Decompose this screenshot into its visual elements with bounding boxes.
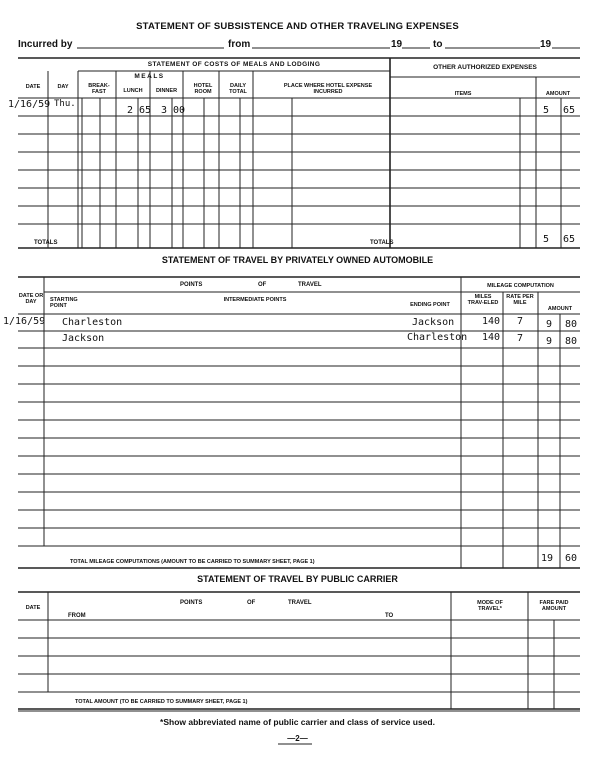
lunch-cents: 65 xyxy=(139,105,152,116)
auto-row-miles: 140 xyxy=(482,316,501,327)
col-day: DAY xyxy=(57,84,69,90)
page-number: —2— xyxy=(287,734,308,743)
col-mode-of-travel: MODE OF TRAVEL* xyxy=(477,600,503,612)
lunch-dollars: 2 xyxy=(127,105,134,116)
col-daily-total: DAILY TOTAL xyxy=(229,83,247,95)
total-amount-label: TOTAL AMOUNT (TO BE CARRIED TO SUMMARY SHEET, PAGE 1) xyxy=(75,699,248,705)
dinner-dollars: 3 xyxy=(161,105,168,116)
travel-word: TRAVEL xyxy=(288,600,312,606)
totals-label-right: TOTALS xyxy=(370,240,394,246)
total-mileage-label: TOTAL MILEAGE COMPUTATIONS (AMOUNT TO BE CARRIED TO SUMMARY SHEET, PAGE 1) xyxy=(70,559,315,565)
col-carrier-date: DATE xyxy=(25,605,41,611)
col-amount: AMOUNT xyxy=(545,91,571,97)
points-word: POINTS xyxy=(180,282,203,288)
auto-row-cents: 80 xyxy=(565,336,578,347)
col-intermediate-points: INTERMEDIATE POINTS xyxy=(223,297,287,303)
mileage-total-cents: 60 xyxy=(565,553,578,564)
auto-row-dollars: 9 xyxy=(546,319,553,330)
col-carrier-to: TO xyxy=(385,613,394,619)
col-date-or-day: DATE OR DAY xyxy=(18,293,44,305)
col-miles-traveled: MILES TRAV-ELED xyxy=(467,294,499,306)
auto-row-end: Charleston xyxy=(407,332,468,343)
col-breakfast: BREAK-FAST xyxy=(88,83,110,95)
col-hotel-room: HOTEL ROOM xyxy=(193,83,213,95)
col-fare-paid: FARE PAID AMOUNT xyxy=(539,600,569,612)
auto-row-date: 1/16/59 xyxy=(3,316,46,327)
auto-row-rate: 7 xyxy=(517,316,524,327)
incurred-by-label: Incurred by xyxy=(18,39,73,50)
col-place: PLACE WHERE HOTEL EXPENSE INCURRED xyxy=(283,83,373,95)
other-expenses-title: OTHER AUTHORIZED EXPENSES xyxy=(433,64,537,71)
col-ending-point: ENDING POINT xyxy=(410,302,450,308)
col-lunch: LUNCH xyxy=(123,88,143,94)
other-amount-dollars: 5 xyxy=(543,105,550,116)
meal-row-date: 1/16/59 xyxy=(8,99,51,110)
auto-row-cents: 80 xyxy=(565,319,578,330)
year-label-2: 19 xyxy=(540,39,552,50)
col-date: DATE xyxy=(25,84,41,90)
auto-row-miles: 140 xyxy=(482,332,501,343)
other-total-dollars: 5 xyxy=(543,234,550,245)
public-carrier-title: STATEMENT OF TRAVEL BY PUBLIC CARRIER xyxy=(197,574,398,584)
meals-lodging-title: STATEMENT OF COSTS OF MEALS AND LODGING xyxy=(147,61,321,68)
auto-row-end: Jackson xyxy=(412,317,455,328)
footnote: *Show abbreviated name of public carrier and class of service used. xyxy=(160,717,435,727)
col-auto-amount: AMOUNT xyxy=(547,306,573,312)
col-rate-per-mile: RATE PER MILE xyxy=(506,294,534,306)
year-label-1: 19 xyxy=(391,39,403,50)
other-total-cents: 65 xyxy=(563,234,576,245)
of-word: OF xyxy=(247,600,256,606)
meal-row-day: Thu. xyxy=(54,99,76,109)
col-items: ITEMS xyxy=(454,91,472,97)
points-word: POINTS xyxy=(180,600,203,606)
auto-row-dollars: 9 xyxy=(546,336,553,347)
auto-row-start: Jackson xyxy=(62,333,105,344)
meals-label: MEALS xyxy=(134,73,165,80)
dinner-cents: 00 xyxy=(173,105,186,116)
auto-travel-title: STATEMENT OF TRAVEL BY PRIVATELY OWNED AUTOMOBILE xyxy=(161,255,434,265)
form-title: STATEMENT OF SUBSISTENCE AND OTHER TRAVELING EXPENSES xyxy=(136,21,459,32)
totals-label-left: TOTALS xyxy=(34,240,58,246)
from-label: from xyxy=(228,39,251,50)
other-amount-cents: 65 xyxy=(563,105,576,116)
auto-row-start: Charleston xyxy=(62,317,123,328)
travel-word: TRAVEL xyxy=(298,282,322,288)
col-starting-point: STARTING POINT xyxy=(50,297,78,309)
of-word: OF xyxy=(258,282,267,288)
auto-row-rate: 7 xyxy=(517,333,524,344)
mileage-total-dollars: 19 xyxy=(541,553,554,564)
col-dinner: DINNER xyxy=(155,88,178,94)
mileage-computation-label: MILEAGE COMPUTATION xyxy=(487,283,554,289)
to-label: to xyxy=(433,39,443,50)
col-carrier-from: FROM xyxy=(68,613,86,619)
